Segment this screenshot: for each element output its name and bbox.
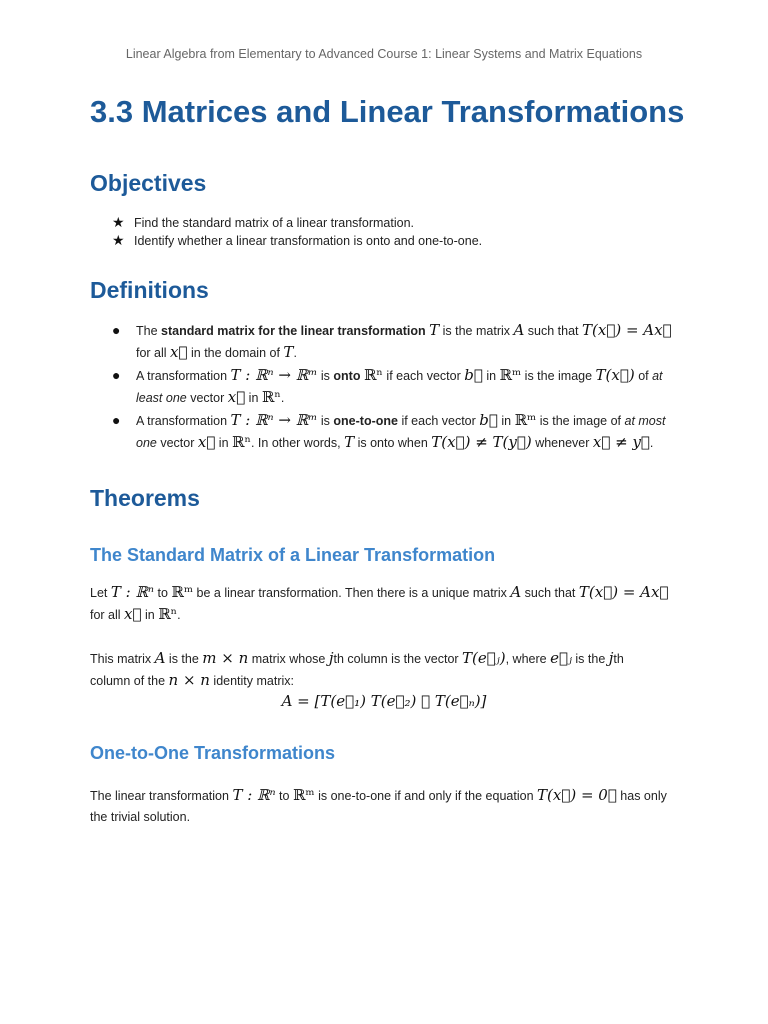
definition-standard-matrix-line: ● The standard matrix for the linear transformation T is the matrix A such that T(x⃗) = Ax⃗ for all x⃗ in the domain of T. (112, 320, 688, 364)
bullet-icon: ● (112, 322, 121, 338)
standard-matrix-theorem: Let T : ℝⁿ to ℝᵐ be a linear transformation. Then there is a unique matrix A such that T(x⃗) = Ax⃗ for all x⃗ in ℝⁿ. (90, 583, 669, 623)
objective-item: ★ Identify whether a linear transformation is onto and one-to-one. (112, 232, 483, 248)
standard-matrix-explanation: This matrix A is the m × n matrix whose jth column is the vector T(e⃗ⱼ), where e⃗ⱼ is the jth column of the n × n identity matrix: (90, 649, 624, 689)
running-header: Linear Algebra from Elementary to Advanced Course 1: Linear Systems and Matrix Equations (125, 47, 643, 61)
standard-matrix-equation: A = [T(e⃗₁) T(e⃗₂) ⋯ T(e⃗ₙ)] (281, 692, 487, 710)
bullet-icon: ● (112, 367, 121, 383)
theorems-heading: Theorems (90, 485, 200, 511)
objective-item: ★ Find the standard matrix of a linear transformation. (112, 214, 414, 230)
one-to-one-heading: One-to-One Transformations (90, 743, 336, 763)
one-to-one-theorem: The linear transformation T : ℝⁿ to ℝᵐ is one-to-one if and only if the equation T(x⃗) = 0⃗ has only the trivial solution. (90, 786, 667, 824)
bullet-icon: ● (112, 412, 121, 428)
star-icon: ★ (112, 232, 125, 248)
star-icon: ★ (112, 214, 125, 230)
objectives-heading: Objectives (90, 170, 207, 196)
page-title: 3.3 Matrices and Linear Transformations (90, 94, 685, 129)
definition-one-to-one: ● A transformation T : ℝⁿ → ℝᵐ is one-to-one if each vector b⃗ in ℝᵐ is the image of at most one vector x⃗ in ℝⁿ. In other words, T is onto when T(x⃗) ≠ T(y⃗) whenever x⃗ ≠ y⃗. (112, 411, 666, 451)
definition-onto: ● A transformation T : ℝⁿ → ℝᵐ is onto ℝⁿ if each vector b⃗ in ℝᵐ is the image T(x⃗) of at least one vector x⃗ in ℝⁿ. (112, 366, 663, 406)
standard-matrix-heading: The Standard Matrix of a Linear Transformation (90, 545, 496, 565)
definitions-heading: Definitions (90, 277, 209, 303)
